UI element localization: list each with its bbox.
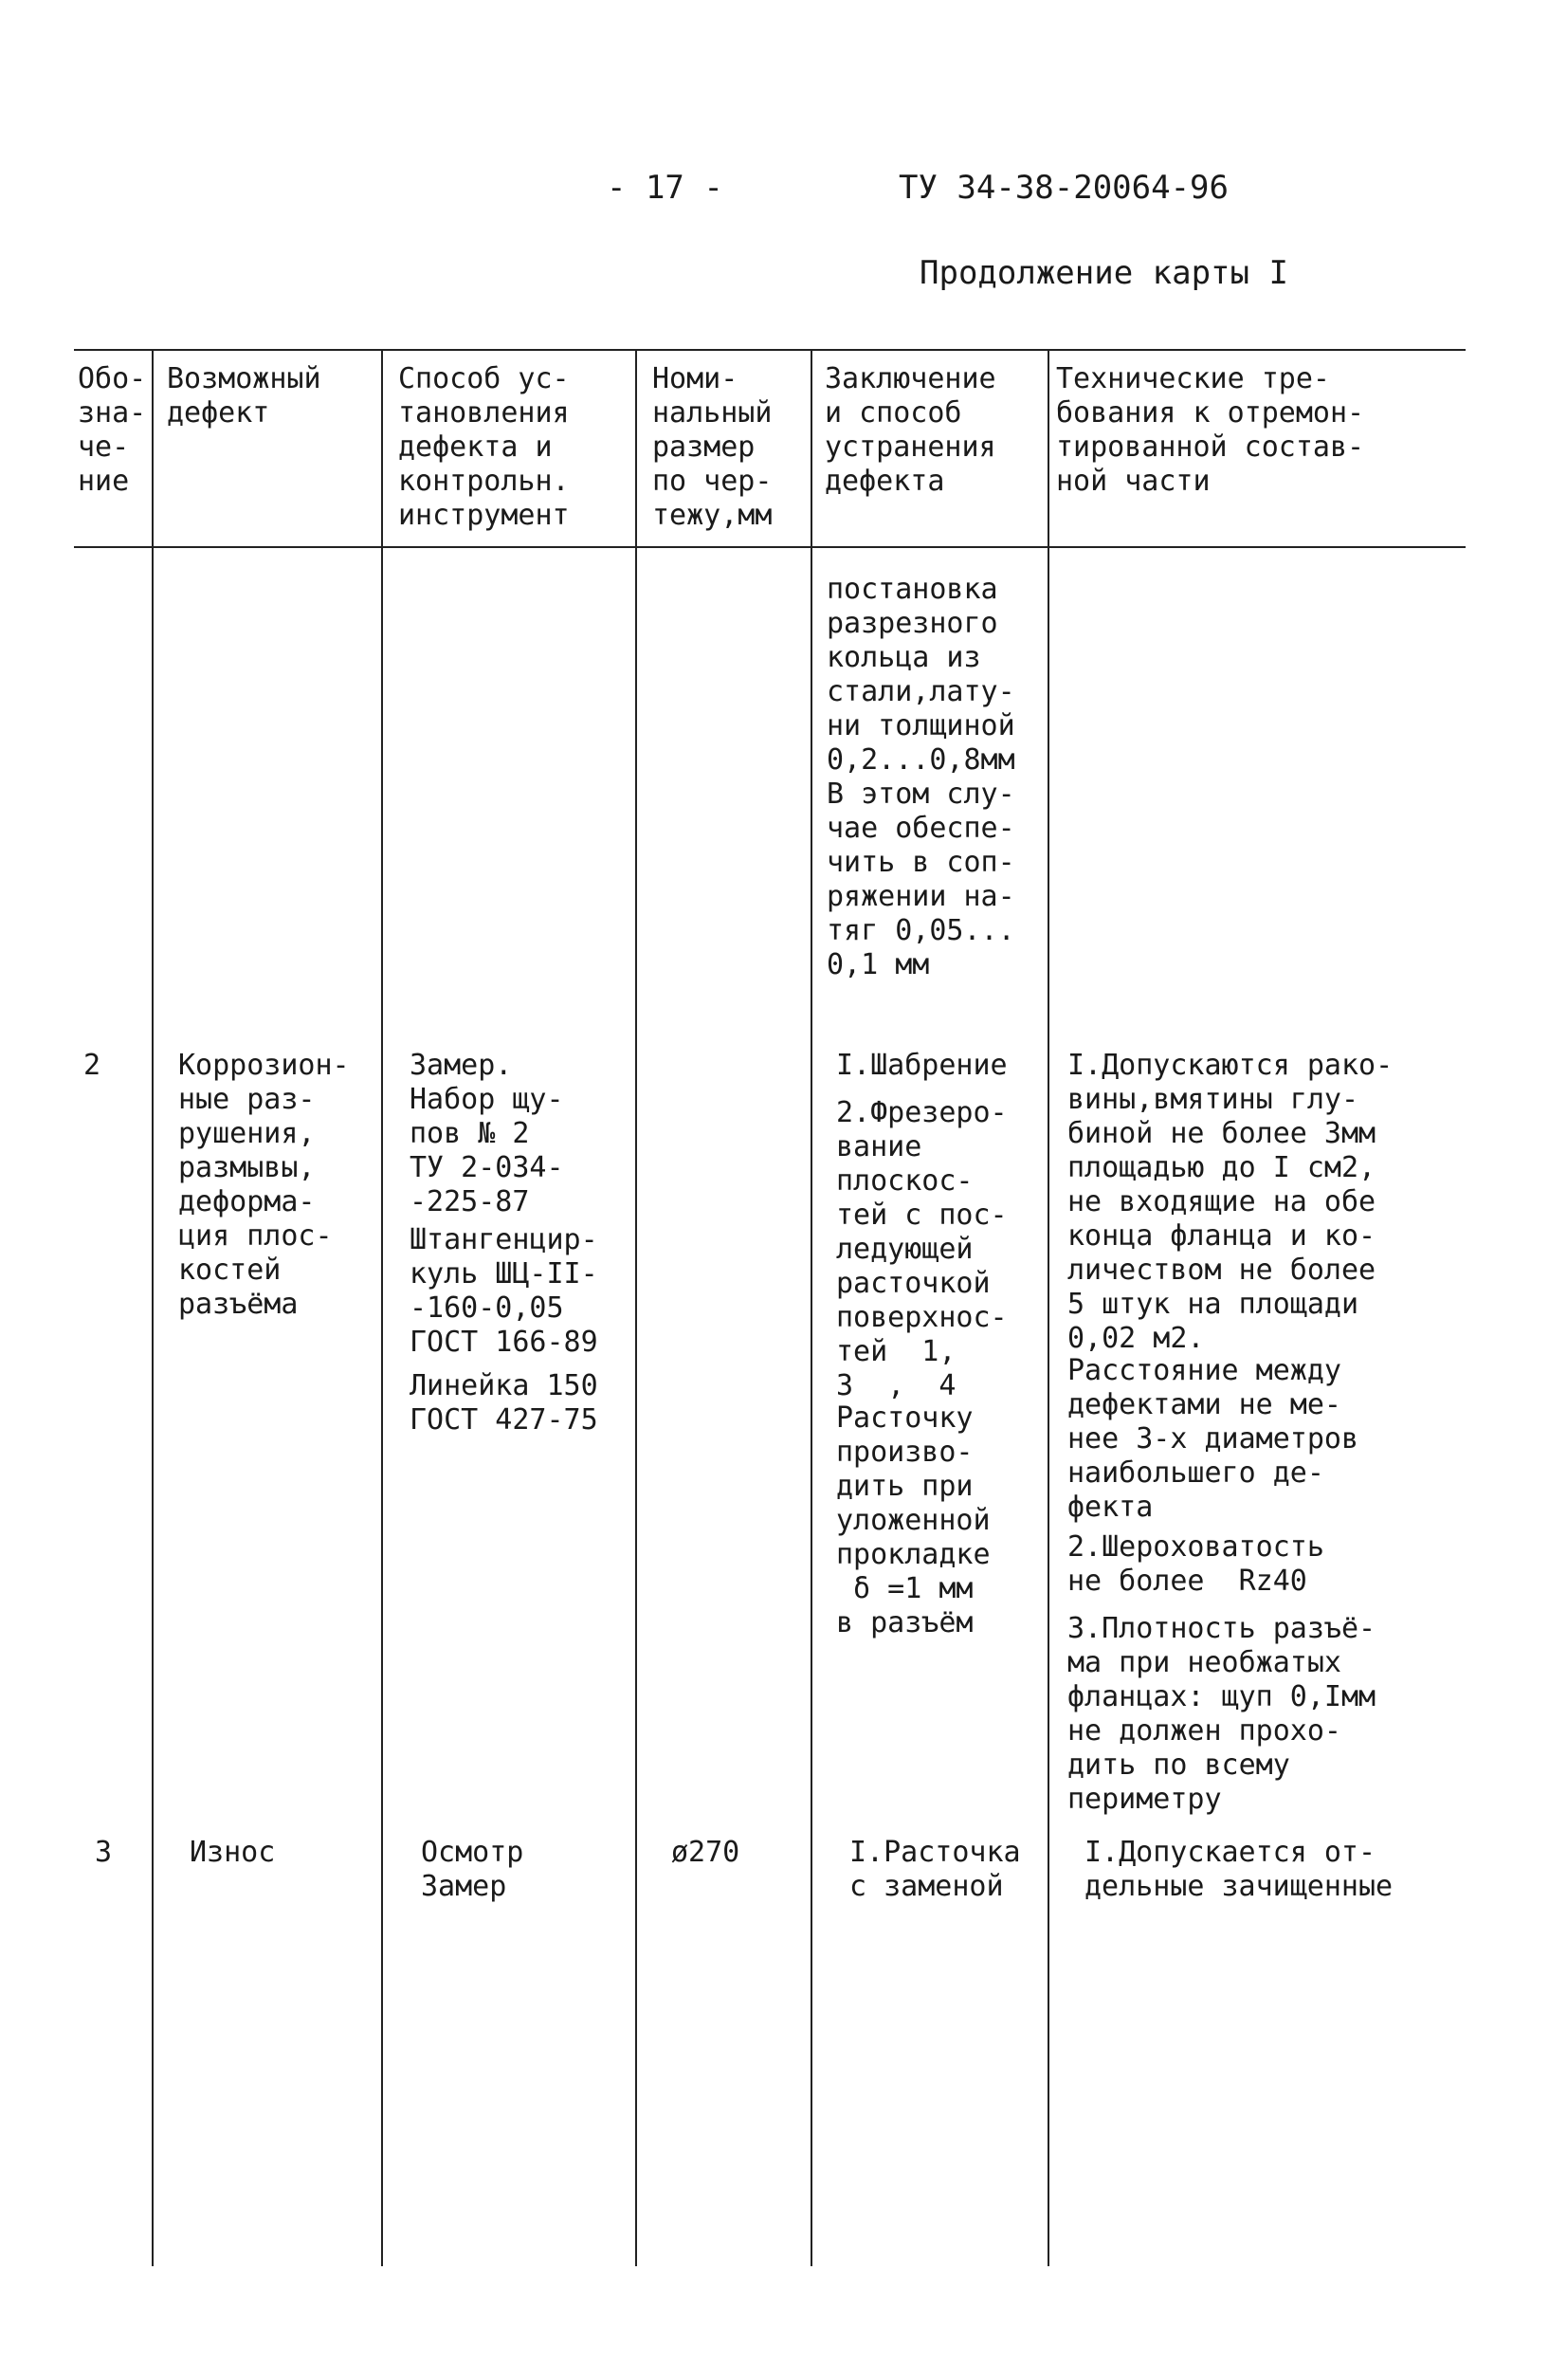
row-2-method-b: Штангенцир- куль ШЦ-II- -160-0,05 ГОСТ 166-89 (410, 1223, 598, 1359)
column-header-requirements: Технические тре- бования к отремон- тированной состав- ной части (1056, 362, 1365, 498)
row-2-conclusion-b: 2.Фрезеро- вание плоскос- тей с пос- ледующей расточкой поверхнос- тей 1, 3 , 4 (836, 1096, 1008, 1402)
row-3-defect: Износ (190, 1836, 276, 1869)
continuation-note: Продолжение карты I (920, 254, 1288, 292)
column-divider (635, 349, 637, 2266)
row-2-requirement-d: 3.Плотность разъё- ма при необжатых фланцах: щуп 0,Iмм не должен прохо- дить по всему периметру (1067, 1612, 1376, 1816)
column-divider (152, 349, 154, 2266)
row-2-requirement-c: 2.Шероховатость не более Rz40 (1067, 1530, 1324, 1598)
table-header-rule (74, 546, 1466, 548)
row-2-requirement-a: I.Допускаются рако- вины,вмятины глу- биной не более 3мм площадью до I см2, не входящие на обе конца фланца и ко- личеством не более 5 штук на площади 0,02 м2. (1067, 1049, 1394, 1355)
row-2-method-c: Линейка 150 ГОСТ 427-75 (410, 1369, 598, 1437)
row-2-requirement-b: Расстояние между дефектами не ме- нее 3-х диаметров наибольшего де- фекта (1067, 1354, 1359, 1524)
column-header-defect: Возможный дефект (167, 362, 321, 430)
column-divider (811, 349, 812, 2266)
row-2-defect: Коррозион- ные раз- рушения, размывы, деформа- ция плос- костей разъёма (178, 1049, 350, 1321)
document-id: ТУ 34-38-20064-96 (899, 169, 1229, 207)
row-3-conclusion: I.Расточка с заменой (849, 1836, 1021, 1903)
row-3-nominal-size: ø270 (671, 1836, 740, 1869)
table-top-rule (74, 349, 1466, 351)
column-header-conclusion: Заключение и способ устранения дефекта (825, 362, 996, 498)
row-2-designation: 2 (83, 1049, 101, 1082)
column-divider (1048, 349, 1049, 2266)
page-number: - 17 - (607, 169, 723, 207)
column-divider (381, 349, 383, 2266)
row-3-designation: 3 (95, 1836, 113, 1869)
row-3-requirement: I.Допускается от- дельные зачищенные (1084, 1836, 1394, 1903)
column-header-method: Способ ус- тановления дефекта и контрольн. инструмент (398, 362, 570, 532)
row-2-method-a: Замер. Набор щу- пов № 2 ТУ 2-034- -225-87 (410, 1049, 564, 1218)
column-header-nominal-size: Номи- нальный размер по чер- тежу,мм (652, 362, 773, 532)
carry-over-conclusion: постановка разрезного кольца из стали,лату- ни толщиной 0,2...0,8мм В этом слу- чае обеспе- чить в соп- ряжении на- тяг 0,05... 0,1 мм (827, 573, 1015, 981)
column-header-designation: Обо- зна- че- ние (78, 362, 147, 498)
row-2-conclusion-c: Расточку произво- дить при уложенной прокладке δ =1 мм в разъём (836, 1401, 991, 1639)
row-2-conclusion-a: I.Шабрение (836, 1049, 1008, 1082)
row-3-method: Осмотр Замер (421, 1836, 524, 1903)
